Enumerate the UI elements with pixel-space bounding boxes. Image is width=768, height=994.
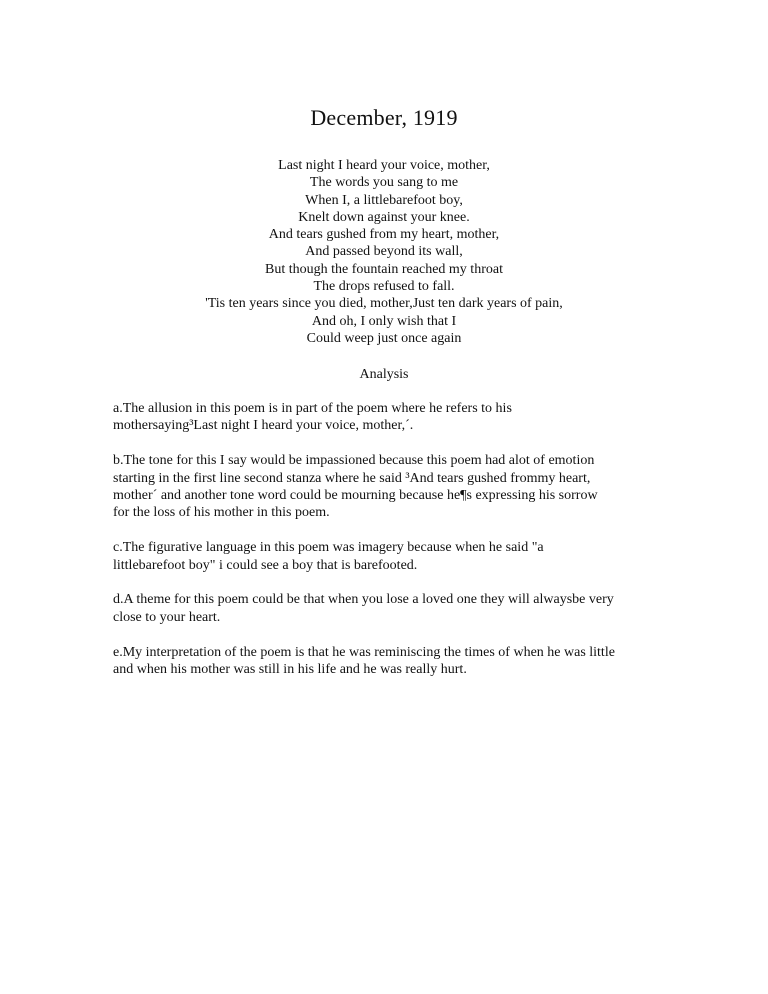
analysis-line: close to your heart. (113, 609, 221, 625)
analysis-line: for the loss of his mother in this poem. (113, 505, 330, 521)
analysis-paragraph-d (113, 591, 673, 626)
analysis-line: mother´ and another tone word could be mourning because he¶s expressing his sorrow (113, 488, 598, 504)
poem-line: Knelt down against your knee. (298, 209, 470, 225)
poem-title: December, 1919 (310, 105, 458, 130)
analysis-line: e.My interpretation of the poem is that he was reminiscing the times of when he was little (113, 644, 615, 660)
analysis-line: a.The allusion in this poem is in part of the poem where he refers to his (113, 401, 512, 416)
analysis-line: and when his mother was still in his life and he was really hurt. (113, 662, 467, 678)
analysis-line: c.The figurative language in this poem was imagery because when he said "a (113, 540, 544, 556)
analysis-line: starting in the first line second stanza where he said ³And tears gushed frommy heart, (113, 470, 591, 486)
analysis-paragraph-c (113, 539, 673, 574)
analysis-paragraph-e (113, 644, 673, 679)
poem-line: 'Tis ten years since you died, mother,Just ten dark years of pain, (205, 296, 563, 312)
poem-line: And tears gushed from my heart, mother, (268, 227, 500, 243)
analysis-paragraph-a (113, 400, 673, 435)
poem-line: But though the fountain reached my throat (265, 261, 503, 277)
poem-line: Last night I heard your voice, mother, (278, 158, 490, 173)
analysis-line: d.A theme for this poem could be that when you lose a loved one they will alwaysbe very (113, 592, 614, 608)
analysis-section (113, 400, 673, 696)
poem-line: And passed beyond its wall, (305, 244, 463, 260)
poem-line: Could weep just once again (306, 330, 462, 346)
analysis-line: littlebarefoot boy" i could see a boy that is barefooted. (113, 557, 418, 573)
poem-line: The drops refused to fall. (313, 279, 455, 295)
poem-line: The words you sang to me (309, 175, 459, 191)
analysis-heading: Analysis (359, 367, 409, 382)
analysis-paragraph-b (113, 452, 673, 522)
poem-body (0, 157, 768, 347)
poem-line: When I, a littlebarefoot boy, (305, 192, 463, 208)
analysis-line: mothersaying³Last night I heard your voice, mother,´. (113, 418, 414, 434)
analysis-line: b.The tone for this I say would be impassioned because this poem had alot of emotion (113, 453, 595, 469)
poem-line: And oh, I only wish that I (311, 313, 457, 329)
